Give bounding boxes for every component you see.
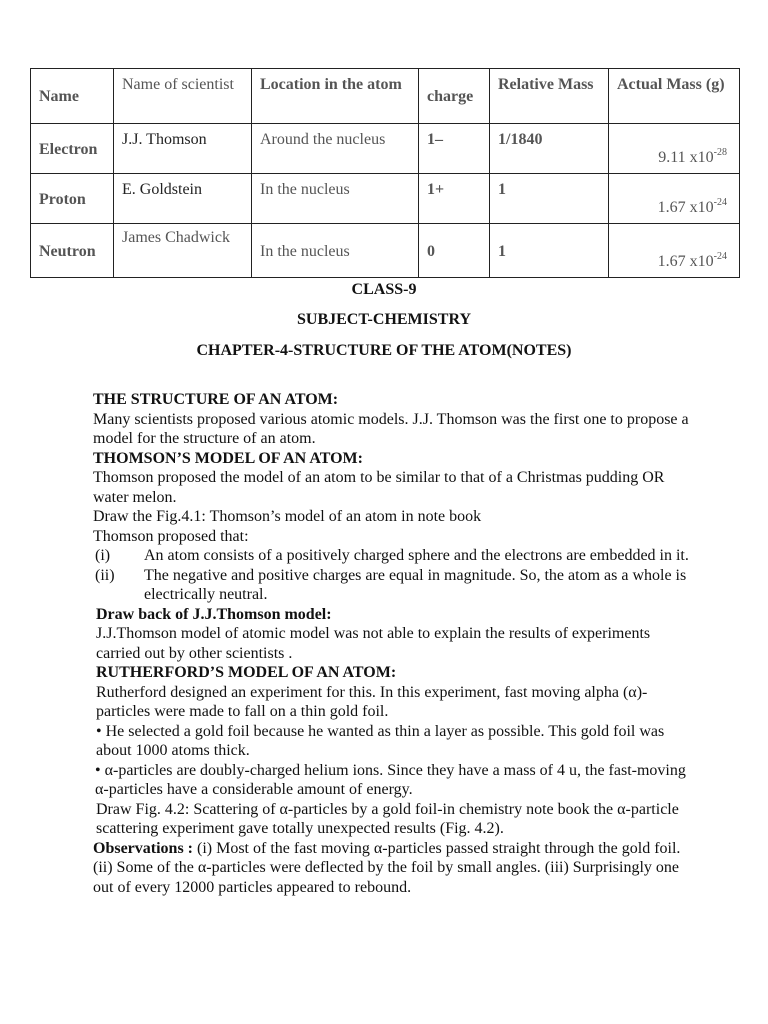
scientist: James Chadwick	[114, 224, 252, 278]
header-relative-mass: Relative Mass	[490, 69, 609, 124]
table-row	[31, 174, 740, 224]
list-number: (i)	[95, 547, 111, 564]
section-heading-structure: THE STRUCTURE OF AN ATOM:	[93, 391, 339, 408]
relative-mass: 1	[490, 174, 609, 224]
table-header-row	[31, 69, 740, 124]
particles-table	[30, 68, 740, 278]
list-item	[93, 546, 693, 566]
paragraph: Rutherford designed an experiment for this. In this experiment, fast moving alpha (α)-particles were made to fall on a thin gold foil.	[96, 683, 648, 720]
relative-mass: 1/1840	[490, 124, 609, 174]
header-charge: charge	[419, 69, 490, 124]
scientist: E. Goldstein	[114, 174, 252, 224]
particle-name: Electron	[31, 124, 114, 174]
section-heading-thomson: THOMSON’S MODEL OF AN ATOM:	[93, 449, 363, 467]
section-heading-drawback: Draw back of J.J.Thomson model:	[96, 605, 332, 623]
paragraph: Thomson proposed that:	[93, 527, 249, 545]
particle-name: Neutron	[31, 224, 114, 278]
observations-paragraph	[93, 839, 693, 898]
mass-base: 1.67 x10	[657, 253, 714, 270]
table-row	[31, 224, 740, 278]
table-row	[31, 124, 740, 174]
paragraph: Draw the Fig.4.1: Thomson’s model of an atom in note book	[93, 508, 482, 525]
list-number: (ii)	[95, 566, 115, 584]
location: In the nucleus	[252, 224, 419, 278]
charge: 1–	[419, 124, 490, 174]
section-heading-rutherford: RUTHERFORD’S MODEL OF AN ATOM:	[96, 664, 397, 681]
chapter-heading: CHAPTER-4-STRUCTURE OF THE ATOM(NOTES)	[196, 342, 572, 359]
location: Around the nucleus	[252, 124, 419, 174]
notes-body	[93, 390, 693, 897]
mass-base: 9.11 x10	[658, 149, 714, 166]
observations-label: Observations :	[93, 839, 193, 857]
paragraph: J.J.Thomson model of atomic model was not able to explain the results of experiments carried out by other scientists .	[96, 625, 651, 662]
header-location: Location in the atom	[252, 69, 419, 124]
paragraph: • He selected a gold foil because he wanted as thin a layer as possible. This gold foil was about 1000 atoms thick.	[96, 722, 665, 759]
charge: 0	[419, 224, 490, 278]
actual-mass	[609, 224, 740, 278]
actual-mass	[609, 174, 740, 224]
paragraph: Many scientists proposed various atomic models. J.J. Thomson was the first one to propose a model for the structure of an atom.	[93, 410, 689, 447]
header-actual-mass: Actual Mass (g)	[609, 69, 740, 124]
observations-text: (i) Most of the fast moving α-particles passed straight through the gold foil. (ii) Some of the α-particles were deflected by the foil by small angles. (iii) Surprisingly one out of every 12000 particles appeared to rebound.	[93, 839, 681, 896]
class-heading: CLASS-9	[351, 281, 417, 298]
particle-name: Proton	[31, 174, 114, 224]
header-name: Name	[31, 69, 114, 124]
scientist: J.J. Thomson	[114, 124, 252, 174]
charge: 1+	[419, 174, 490, 224]
subject-heading: SUBJECT-CHEMISTRY	[297, 311, 471, 328]
paragraph: Thomson proposed the model of an atom to be similar to that of a Christmas pudding OR water melon.	[93, 469, 665, 506]
mass-exponent: -28	[713, 147, 727, 158]
paragraph: • α-particles are doubly-charged helium ions. Since they have a mass of 4 u, the fast-moving α-particles have a considerable amount of energy.	[95, 761, 686, 798]
actual-mass	[609, 124, 740, 174]
mass-base: 1.67 x10	[657, 199, 714, 216]
paragraph: Draw Fig. 4.2: Scattering of α-particles by a gold foil-in chemistry note book the α-particle scattering experiment gave totally unexpected results (Fig. 4.2).	[96, 800, 679, 837]
mass-exponent: -24	[713, 251, 727, 262]
list-text: An atom consists of a positively charged sphere and the electrons are embedded in it.	[144, 547, 689, 564]
list-text: The negative and positive charges are equal in magnitude. So, the atom as a whole is electrically neutral.	[144, 566, 687, 603]
particles-table-wrap	[30, 68, 739, 278]
header-scientist: Name of scientist	[114, 69, 252, 124]
location: In the nucleus	[252, 174, 419, 224]
mass-exponent: -24	[713, 197, 727, 208]
relative-mass: 1	[490, 224, 609, 278]
list-item	[93, 566, 693, 605]
